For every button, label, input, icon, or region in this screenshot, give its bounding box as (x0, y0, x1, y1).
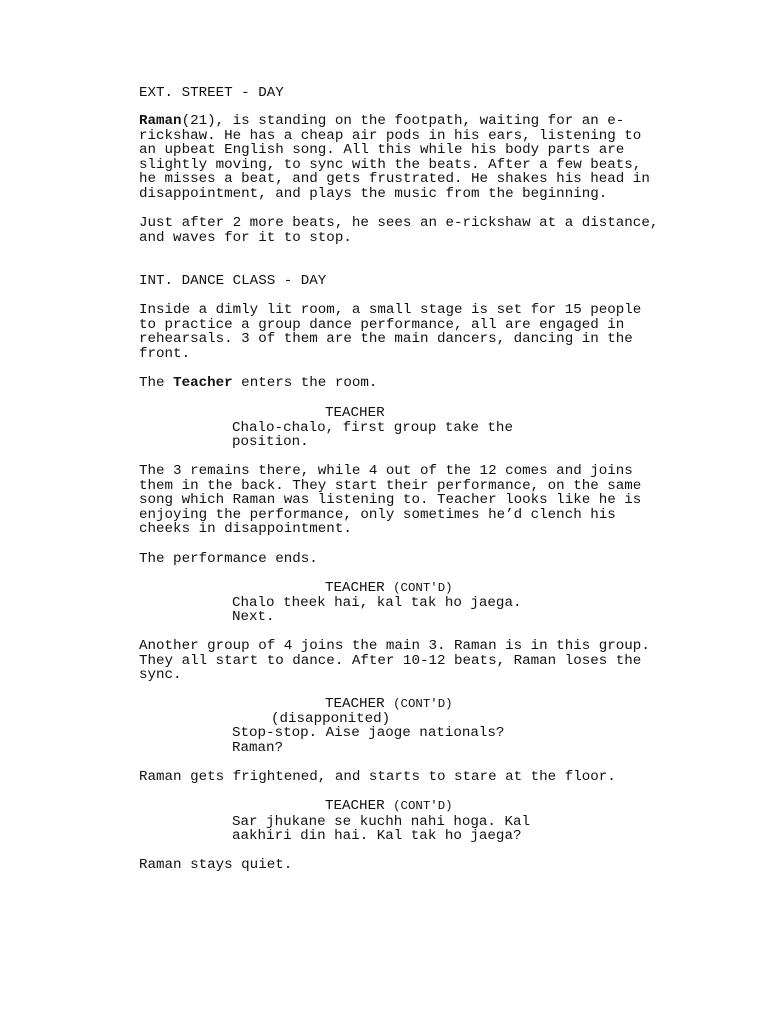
action-line: front. (139, 345, 191, 362)
character-name: TEACHER (325, 798, 385, 814)
dialogue-line: Stop-stop. Aise jaoge nationals? (232, 725, 505, 742)
action-text: enters the room. (232, 375, 378, 391)
dialogue-line: Sar jhukane se kuchh nahi hoga. Kal (232, 813, 530, 830)
action-line: The performance ends. (139, 551, 318, 567)
dialogue-line: Chalo theek hai, kal tak ho jaega. (232, 594, 522, 611)
scene-heading: INT. DANCE CLASS - DAY (139, 273, 327, 289)
action-line (139, 376, 377, 391)
dialogue-line: Raman? (232, 739, 284, 756)
action-line: Another group of 4 joins the main 3. Raman is in this group. (139, 638, 650, 654)
character-cue (325, 799, 453, 814)
character-cue (325, 697, 453, 712)
scene-heading: EXT. STREET - DAY (139, 85, 284, 101)
contd-extension: (CONT'D) (393, 697, 453, 711)
dialogue-line: Next. (232, 609, 275, 626)
action-line: They all start to dance. After 10-12 beats, Raman loses the (139, 652, 642, 669)
contd-extension: (CONT'D) (393, 581, 453, 595)
action-line (139, 114, 624, 129)
action-text: The (139, 375, 174, 391)
action-line: rehearsals. 3 of them are the main dancers, dancing in the (139, 331, 633, 348)
action-line: disappointment, and plays the music from the beginning. (139, 186, 608, 202)
character-name: TEACHER (325, 580, 385, 596)
action-line: to practice a group dance performance, all are engaged in (139, 316, 625, 333)
contd-extension: (CONT'D) (393, 799, 453, 813)
character-name: Teacher (173, 375, 233, 391)
character-name: Raman (139, 113, 182, 129)
action-line: slightly moving, to sync with the beats. After a few beats, (139, 156, 642, 173)
parenthetical: (disapponited) (271, 710, 391, 727)
action-line: song which Raman was listening to. Teacher looks like he is (139, 492, 642, 509)
action-line: Raman stays quiet. (139, 857, 293, 873)
action-line: Raman gets frightened, and starts to stare at the floor. (139, 769, 616, 785)
character-cue (325, 581, 453, 596)
dialogue-line: position. (232, 434, 309, 451)
action-line: Inside a dimly lit room, a small stage is set for 15 people (139, 302, 642, 318)
character-name: TEACHER (325, 696, 385, 712)
action-line: he misses a beat, and gets frustrated. He shakes his head in (139, 171, 650, 188)
dialogue-line: aakhiri din hai. Kal tak ho jaega? (232, 828, 522, 845)
dialogue-line: Chalo-chalo, first group take the (232, 419, 513, 436)
action-line: them in the back. They start their performance, on the same (139, 477, 642, 494)
action-line: an upbeat English song. All this while his body parts are (139, 142, 625, 159)
character-cue: TEACHER (325, 405, 385, 421)
action-line: sync. (139, 667, 182, 684)
action-line: enjoying the performance, only sometimes he’d clench his (139, 506, 616, 523)
action-line: Just after 2 more beats, he sees an e-rickshaw at a distance, (139, 215, 659, 231)
action-line: rickshaw. He has a cheap air pods in his ears, listening to (139, 127, 642, 144)
action-line: The 3 remains there, while 4 out of the 12 comes and joins (139, 463, 633, 479)
action-text: (21), is standing on the footpath, waiting for an e- (181, 113, 625, 129)
action-line: and waves for it to stop. (139, 229, 352, 246)
action-line: cheeks in disappointment. (139, 521, 352, 538)
